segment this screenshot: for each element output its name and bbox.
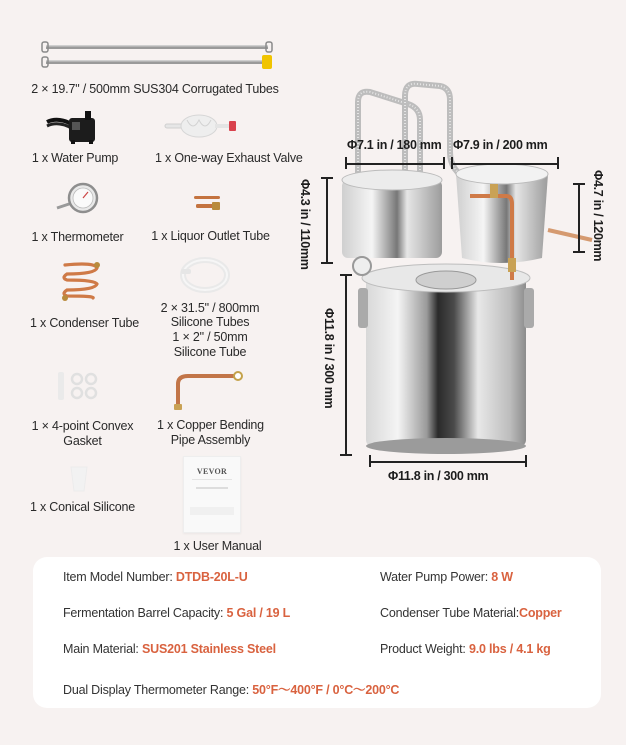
spec-label: Water Pump Power: [380, 570, 492, 584]
dim-tick [345, 157, 347, 169]
spec-value: 9.0 lbs / 4.1 kg [468, 642, 551, 656]
exhaust-valve-label: 1 x One-way Exhaust Valve [155, 151, 303, 165]
copper-bending-pipe-line: Pipe Assembly [170, 433, 251, 447]
spec-value: 50°F～400°F / 0°C～200°C [252, 683, 400, 697]
thermometer-label: 1 x Thermometer [31, 230, 124, 244]
water-pump-label: 1 x Water Pump [31, 151, 119, 165]
silicone-tubes-line: 2 × 31.5" / 800mm [160, 301, 260, 315]
spec-model [63, 570, 248, 584]
water-pump-icon [45, 108, 105, 146]
copper-bending-pipe-line: 1 x Copper Bending [157, 418, 264, 432]
dim-tick [321, 262, 333, 264]
small-pot-height-label: Φ4.3 in / 110mm [298, 179, 312, 270]
spec-label: Item Model Number: [63, 570, 176, 584]
liquor-outlet-tube-label: 1 x Liquor Outlet Tube [151, 229, 270, 243]
dim-tick [573, 183, 585, 185]
distiller-assembly-image [330, 80, 610, 455]
barrel-diameter-label: Φ11.8 in / 300 mm [388, 469, 489, 483]
spec-value: Copper [519, 606, 562, 620]
large-pot-diameter-line [451, 163, 559, 165]
user-manual-icon [183, 456, 241, 533]
barrel-height-label: Φ11.8 in / 300 mm [322, 308, 336, 409]
spec-label: Condenser Tube Material: [380, 606, 520, 620]
dim-tick [525, 455, 527, 467]
small-pot-diameter-label: Φ7.1 in / 180 mm [347, 138, 442, 152]
dim-tick [321, 177, 333, 179]
convex-gasket-line: 1 × 4-point Convex [31, 419, 134, 433]
barrel-diameter-line [369, 461, 527, 463]
spec-label: Dual Display Thermometer Range: [63, 683, 253, 697]
large-pot-diameter-label: Φ7.9 in / 200 mm [453, 138, 548, 152]
spec-weight [380, 642, 551, 656]
dim-tick [557, 157, 559, 169]
spec-value: SUS201 Stainless Steel [141, 642, 276, 656]
silicone-tubes-icon [175, 253, 235, 298]
spec-condenser-material [380, 606, 562, 620]
manual-brand: VEVOR [196, 467, 228, 476]
spec-value: 5 Gal / 19 L [226, 606, 291, 620]
barrel-height-line [345, 274, 347, 456]
large-pot-height-line [578, 183, 580, 253]
small-pot-height-line [326, 178, 328, 264]
dim-tick [573, 251, 585, 253]
copper-bending-pipe-icon [172, 370, 244, 412]
corrugated-tubes-icon [40, 40, 275, 75]
condenser-tube-icon [55, 260, 105, 302]
spec-label: Product Weight: [380, 642, 469, 656]
corrugated-tubes-label: 2 × 19.7" / 500mm SUS304 Corrugated Tubes [31, 82, 279, 96]
dim-tick [340, 274, 352, 276]
condenser-tube-label: 1 x Condenser Tube [30, 316, 139, 330]
spec-material [63, 642, 276, 656]
liquor-outlet-tube-icon [192, 194, 224, 212]
dim-tick [340, 454, 352, 456]
dim-tick [451, 157, 453, 169]
silicone-tubes-line: Silicone Tubes [170, 315, 250, 329]
exhaust-valve-icon [163, 112, 243, 142]
conical-silicone-icon [68, 465, 90, 493]
spec-value: 8 W [491, 570, 513, 584]
large-pot-height-label: Φ4.7 in / 120mm [591, 170, 605, 262]
spec-thermo-range [63, 680, 399, 698]
spec-capacity [63, 606, 290, 620]
dim-tick [443, 157, 445, 169]
spec-label: Main Material: [63, 642, 142, 656]
conical-silicone-label: 1 x Conical Silicone [29, 500, 136, 514]
spec-value: DTDB-20L-U [175, 570, 248, 584]
user-manual-label: 1 x User Manual [173, 539, 262, 553]
spec-pump-power [380, 570, 513, 584]
silicone-tubes-line: Silicone Tube [173, 345, 247, 359]
small-pot-diameter-line [345, 163, 445, 165]
convex-gasket-icon [55, 370, 101, 402]
silicone-tubes-line: 1 × 2" / 50mm [172, 330, 248, 344]
convex-gasket-line: Gasket [63, 434, 102, 448]
dim-tick [369, 455, 371, 467]
spec-label: Fermentation Barrel Capacity: [63, 606, 227, 620]
spec-card [33, 557, 601, 708]
thermometer-icon [55, 182, 101, 218]
